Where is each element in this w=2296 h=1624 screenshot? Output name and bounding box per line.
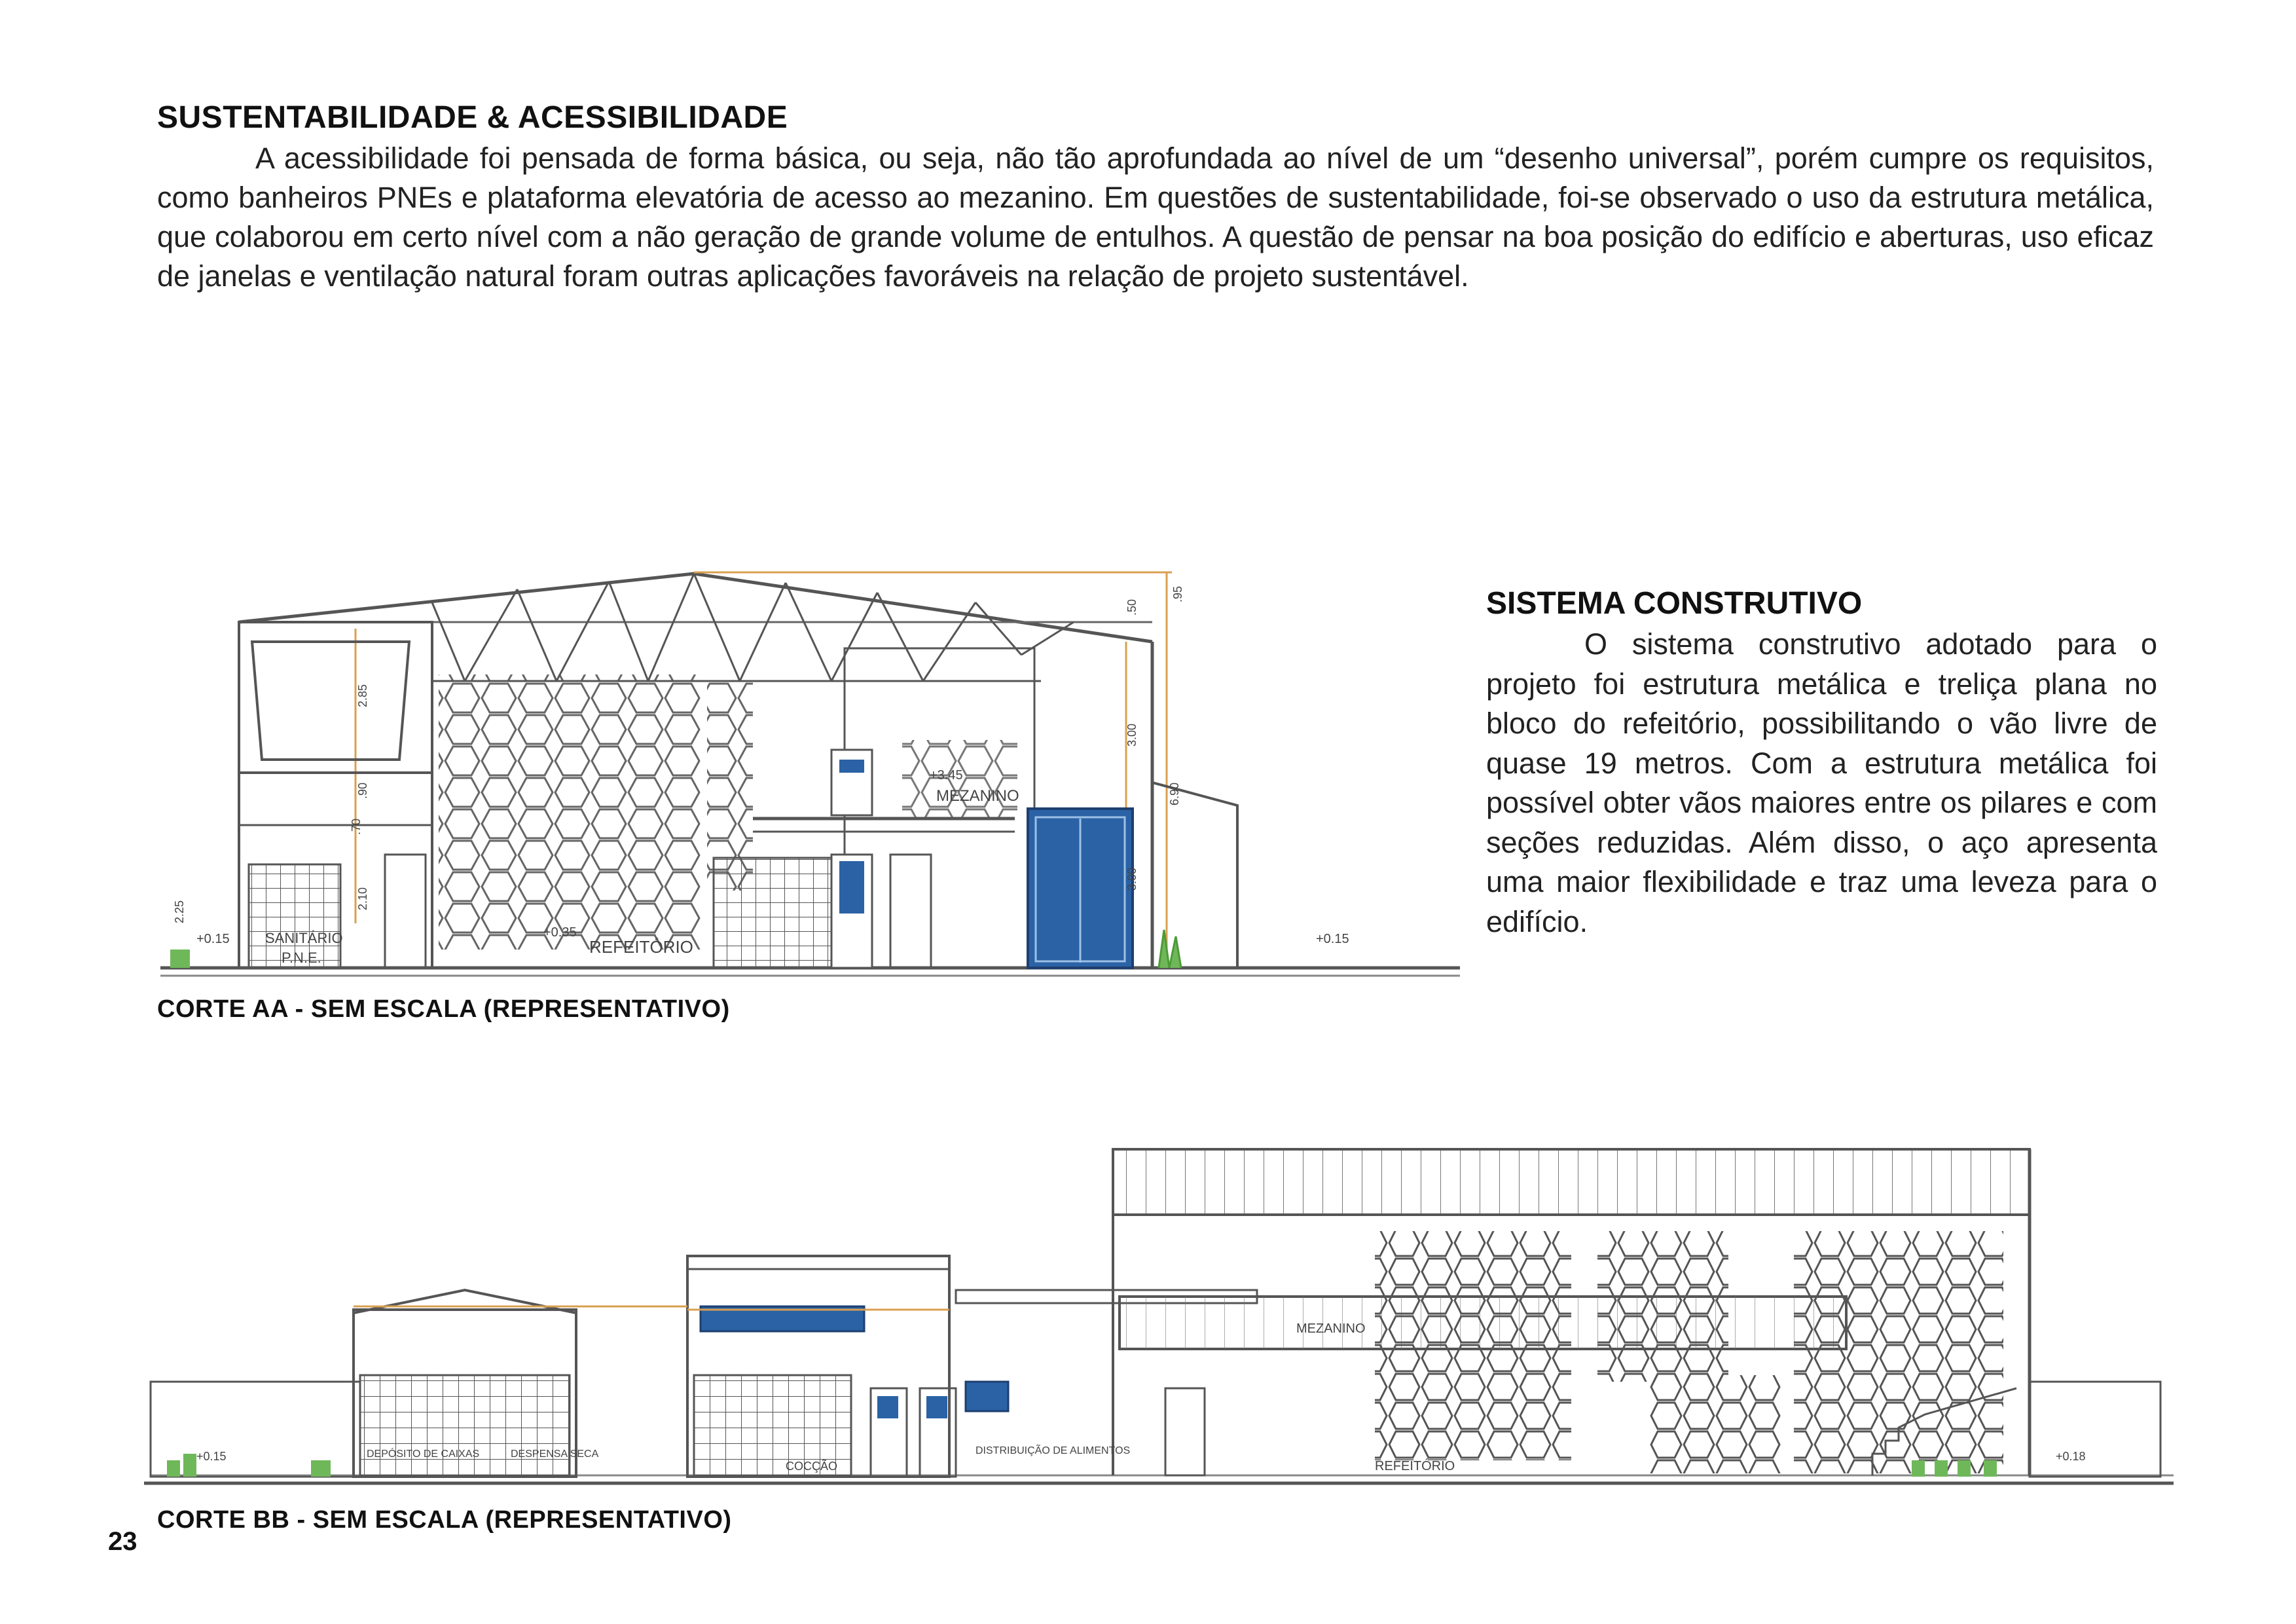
section-heading-sistema-construtivo: SISTEMA CONSTRUTIVO (1486, 586, 1863, 621)
label-coccao: COCÇÃO (786, 1460, 838, 1473)
dimension-label: .95 (1171, 585, 1184, 602)
label-refeitorio: REFEITÓRIO (589, 937, 693, 957)
dimension-label: .90 (356, 782, 369, 799)
caption-corte-aa: CORTE AA - SEM ESCALA (REPRESENTATIVO) (157, 995, 730, 1023)
section-heading-sustentabilidade: SUSTENTABILIDADE & ACESSIBILIDADE (157, 100, 788, 135)
drawing-corte-aa (151, 557, 1473, 995)
dimension-label: 6.90 (1168, 782, 1181, 805)
dimension-label: 3.00 (1125, 723, 1139, 747)
dimension-label: 2.10 (356, 887, 369, 910)
label-despensa: DESPENSA SECA (511, 1449, 599, 1460)
caption-corte-bb: CORTE BB - SEM ESCALA (REPRESENTATIVO) (157, 1506, 732, 1534)
label-distribuicao: DISTRIBUIÇÃO DE ALIMENTOS (975, 1445, 1131, 1456)
label-mezanino: MEZANINO (1296, 1321, 1366, 1336)
level-mark: +0.35 (543, 925, 577, 940)
dimension-label: 2.85 (356, 684, 369, 707)
label-sanitario: SANITÁRIO (265, 930, 343, 946)
label-refeitorio: REFEITÓRIO (1375, 1459, 1455, 1473)
dimension-label: 2.25 (173, 900, 186, 923)
level-mark: +0.18 (2056, 1450, 2086, 1463)
dimension-label: .70 (350, 818, 363, 835)
level-mark: +3.45 (930, 768, 963, 783)
section-paragraph-sistema-construtivo: O sistema construtivo adotado para o projeto foi estrutura metálica e treliça plana no bloco do refeitório, possibilitando o vão livre de quase 19 metros. Com a estrutura metálica foi possível obter vãos maiores entre os pilares e com seções reduzidas. Além disso, o aço apresenta uma maior flexibilidade e traz uma leveza para o edifício. (1486, 627, 2157, 938)
label-deposito: DEPÓSITO DE CAIXAS (367, 1449, 480, 1460)
section-paragraph-sustentabilidade: A acessibilidade foi pensada de forma básica, ou seja, não tão aprofundada ao nível de um “desenho universal”, porém cumpre os requisitos, como banheiros PNEs e plataforma elevatória de acesso ao mezanino. Em questões de sustentabilidade, foi-se observado o uso da estrutura metálica, que colaborou em certo nível com a não geração de grande volume de entulhos. A questão de pensar na boa posição do edifício e aberturas, uso eficaz de janelas e ventilação natural foram outras aplicações favoráveis na relação de projeto sustentável. (157, 141, 2154, 293)
level-mark: +0.15 (196, 932, 230, 946)
drawing-corte-bb (144, 1113, 2180, 1493)
level-mark: +0.15 (1316, 932, 1349, 946)
label-mezanino: MEZANINO (936, 787, 1019, 805)
label-pne: P.N.E. (282, 950, 321, 966)
level-mark: +0.15 (196, 1450, 227, 1463)
dimension-label: .50 (1125, 599, 1139, 616)
dimension-label: 3.00 (1125, 867, 1139, 891)
page-number: 23 (108, 1527, 137, 1556)
